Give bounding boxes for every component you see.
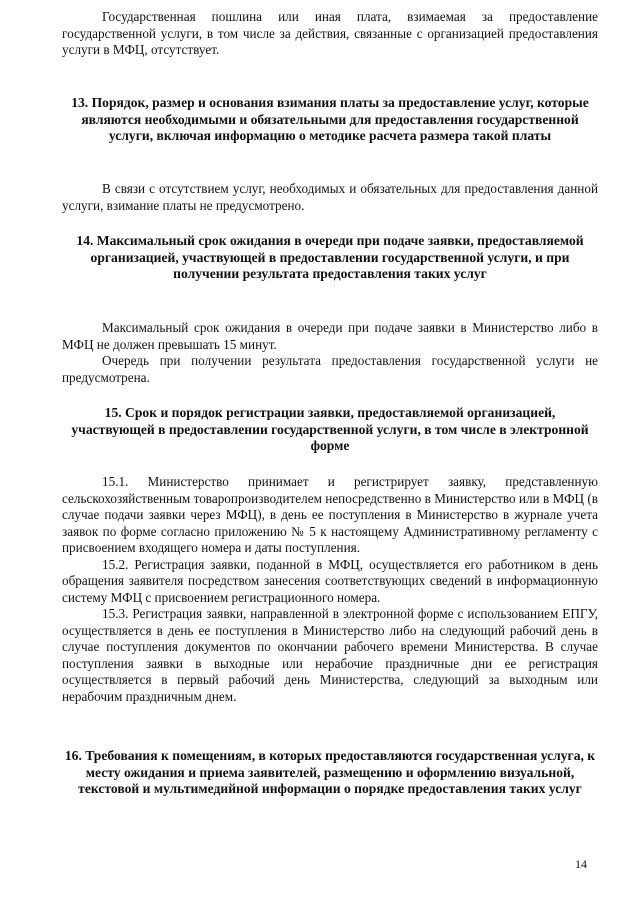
section-16 bbox=[62, 748, 598, 798]
section-14-paragraph-2: Очередь при получении результата предоставления государственной услуги не предусмотрена. bbox=[62, 353, 598, 385]
section-15 bbox=[62, 405, 598, 455]
section-13-body bbox=[62, 181, 598, 214]
intro-block bbox=[62, 9, 598, 59]
section-14-heading: 14. Максимальный срок ожидания в очереди при подаче заявки, предоставляемой организацией, участвующей в предоставлении государственной услуги, и при получении результата предоставления таких услуг bbox=[76, 233, 584, 281]
section-13 bbox=[62, 95, 598, 145]
section-15-body bbox=[62, 474, 598, 705]
intro-paragraph: Государственная пошлина или иная плата, взимаемая за предоставление государственной услуги, в том числе за действия, связанные с организацией предоставления услуги в МФЦ, отсутствует. bbox=[62, 9, 598, 57]
section-15-paragraph-3: 15.3. Регистрация заявки, направленной в электронной форме с использованием ЕПГУ, осуществляется в день ее поступления в Министерство либо на следующий рабочий день в случае поступления документов по окончании рабочего времени Министерства. В случае поступления заявки в выходные или нерабочие праздничные дни ее регистрация осуществляется в первый рабочий день Министерства, следующий за выходным или нерабочим праздничным днем. bbox=[62, 606, 598, 704]
section-15-paragraph-1: 15.1. Министерство принимает и регистрирует заявку, представленную сельскохозяйственным товаропроизводителем непосредственно в Министерство или в МФЦ (в случае подачи заявки через МФЦ), в день ее поступления в Министерство в журнале учета заявок по форме согласно приложению № 5 к настоящему Административному регламенту с присвоением входящего номера и даты поступления. bbox=[62, 474, 598, 555]
section-14-body bbox=[62, 320, 598, 386]
page-number: 14 bbox=[575, 857, 587, 871]
section-16-heading: 16. Требования к помещениям, в которых предоставляются государственная услуга, к месту ожидания и приема заявителей, размещению и оформлению визуальной, текстовой и мультимедийной информации о порядке предоставления таких услуг bbox=[64, 748, 596, 796]
section-14 bbox=[62, 233, 598, 283]
section-13-heading: 13. Порядок, размер и основания взимания платы за предоставление услуг, которые являются необходимыми и обязательными для предоставления государственной услуги, включая информацию о методике расчета размера такой платы bbox=[71, 95, 589, 143]
section-14-paragraph-1: Максимальный срок ожидания в очереди при подаче заявки в Министерство либо в МФЦ не должен превышать 15 минут. bbox=[62, 320, 598, 352]
section-13-paragraph: В связи с отсутствием услуг, необходимых и обязательных для предоставления данной услуги, взимание платы не предусмотрено. bbox=[62, 181, 598, 213]
section-15-heading: 15. Срок и порядок регистрации заявки, предоставляемой организацией, участвующей в предоставлении государственной услуги, в том числе в электронной форме bbox=[71, 405, 589, 453]
section-15-paragraph-2: 15.2. Регистрация заявки, поданной в МФЦ, осуществляется его работником в день обращения заявителя посредством занесения соответствующих сведений в информационную систему МФЦ с присвоением регистрационного номера. bbox=[62, 556, 598, 605]
